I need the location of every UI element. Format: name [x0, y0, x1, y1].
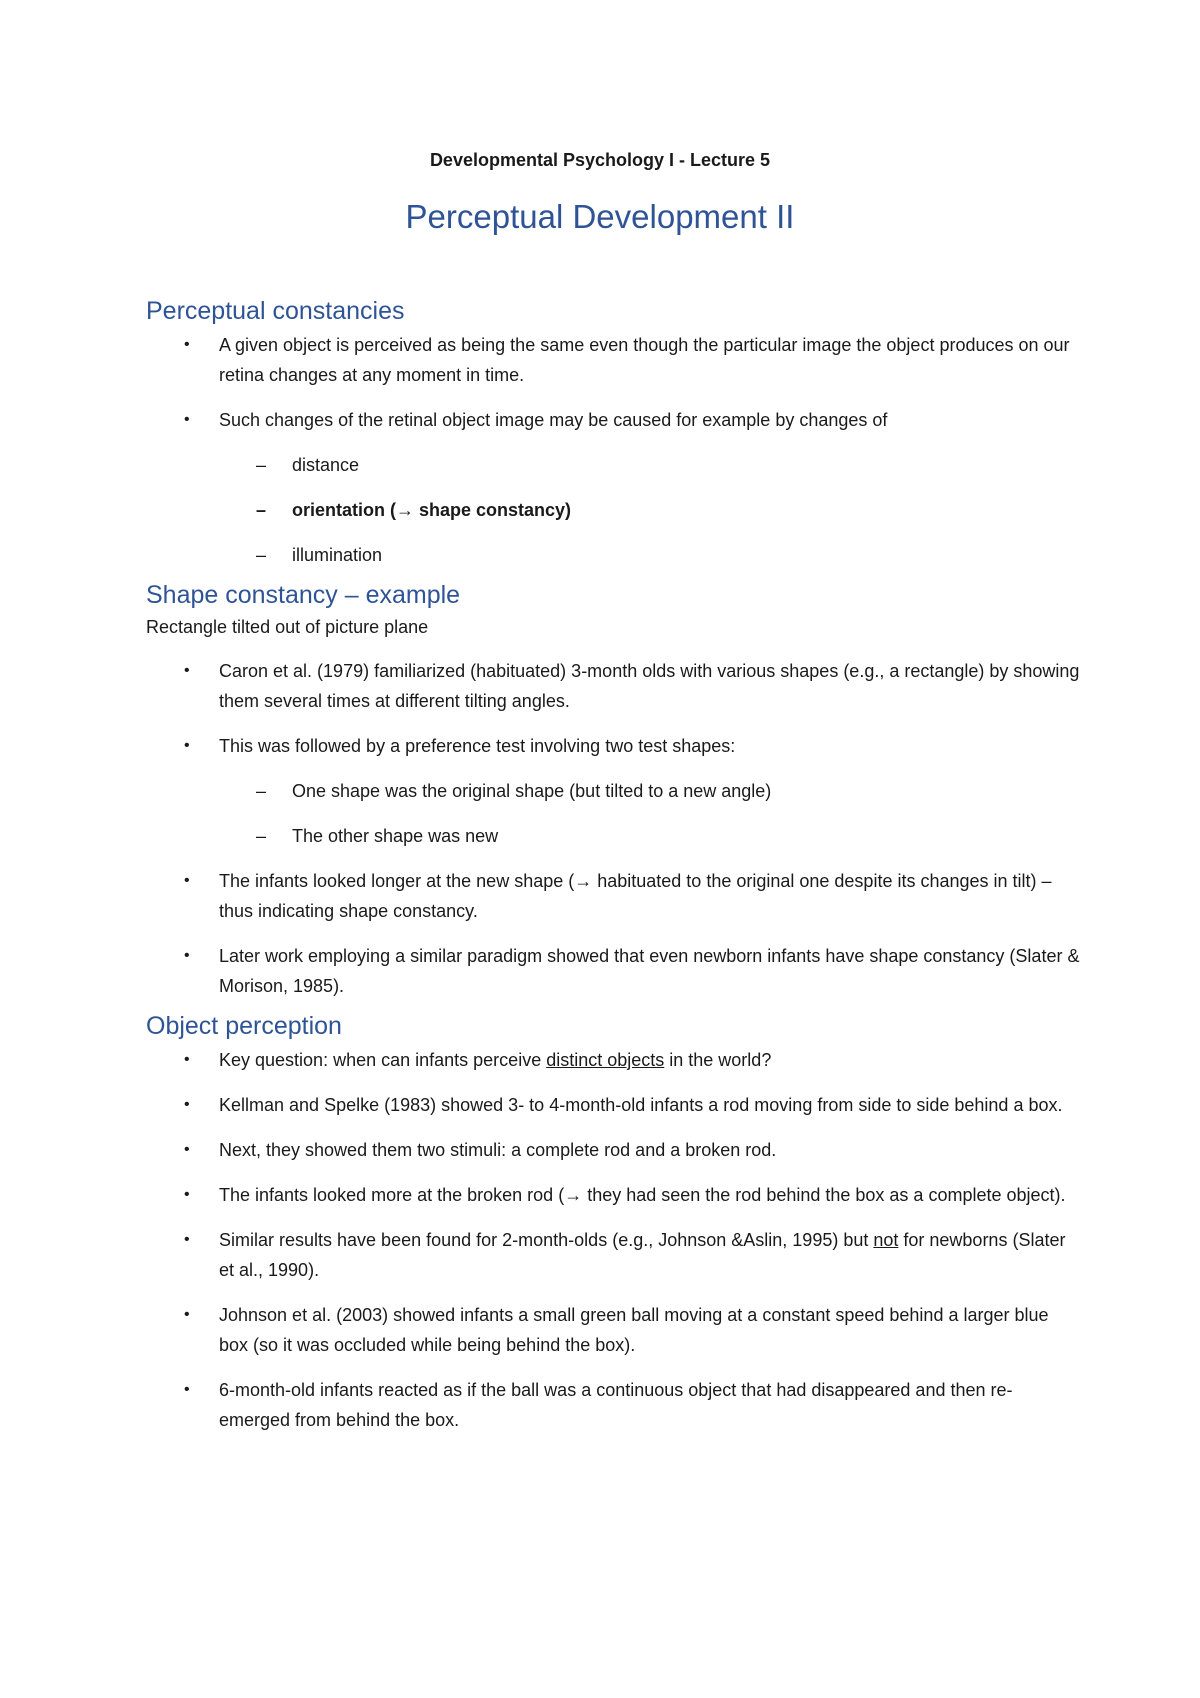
text-span: Key question: when can infants perceive [219, 1050, 547, 1070]
list-item: • The infants looked more at the broken rod (→ they had seen the rod behind the box as a complete object). [146, 1180, 1080, 1210]
document-header: Developmental Psychology I - Lecture 5 [429, 150, 771, 170]
section-heading: Perceptual constancies [146, 297, 405, 325]
list-item: • Such changes of the retinal object image may be caused for example by changes of [146, 405, 1080, 435]
sub-list-item: – One shape was the original shape (but tilted to a new angle) [146, 776, 1080, 806]
list-item: • Caron et al. (1979) familiarized (habituated) 3-month olds with various shapes (e.g., a rectangle) by showing them several times at different tilting angles. [146, 656, 1080, 716]
document-content [146, 294, 1080, 1450]
section-heading: Object perception [146, 1012, 342, 1040]
text-span: Similar results have been found for 2-month-olds (e.g., Johnson &Aslin, 1995) but [219, 1230, 874, 1250]
sub-list-item: – orientation (→ shape constancy) [146, 495, 1080, 525]
list-item [146, 1225, 1080, 1285]
list-item: • The infants looked longer at the new shape (→ habituated to the original one despite its changes in tilt) – thus indicating shape constancy. [146, 866, 1080, 926]
list-item: • This was followed by a preference test involving two test shapes: [146, 731, 1080, 761]
list-item: • Johnson et al. (2003) showed infants a small green ball moving at a constant speed behind a larger blue box (so it was occluded while being behind the box). [146, 1300, 1080, 1360]
list-item: • Kellman and Spelke (1983) showed 3- to 4-month-old infants a rod moving from side to side behind a box. [146, 1090, 1080, 1120]
text-span: for newborns (Slater et al., 1990). [219, 1230, 1066, 1280]
bullet-list [146, 330, 1080, 570]
section-heading: Shape constancy – example [146, 581, 461, 609]
sub-list-item: – distance [146, 450, 1080, 480]
underlined-text: distinct objects [546, 1050, 665, 1070]
section-shape-constancy [146, 578, 1080, 1001]
section-object-perception [146, 1009, 1080, 1435]
list-item: • Later work employing a similar paradigm showed that even newborn infants have shape constancy (Slater & Morison, 1985). [146, 941, 1080, 1001]
section-subtitle: Rectangle tilted out of picture plane [146, 617, 429, 637]
text-span: in the world? [664, 1050, 772, 1070]
sub-list-item: – illumination [146, 540, 1080, 570]
list-item: • Next, they showed them two stimuli: a complete rod and a broken rod. [146, 1135, 1080, 1165]
bullet-list [146, 1045, 1080, 1435]
bullet-list [146, 656, 1080, 1001]
underlined-text: not [873, 1230, 899, 1250]
list-item [146, 1045, 1080, 1075]
document-title: Perceptual Development II [405, 198, 795, 235]
list-item: • A given object is perceived as being the same even though the particular image the object produces on our retina changes at any moment in time. [146, 330, 1080, 390]
sub-list-item: – The other shape was new [146, 821, 1080, 851]
section-perceptual-constancies [146, 294, 1080, 570]
list-item: • 6-month-old infants reacted as if the ball was a continuous object that had disappeared and then re-emerged from behind the box. [146, 1375, 1080, 1435]
